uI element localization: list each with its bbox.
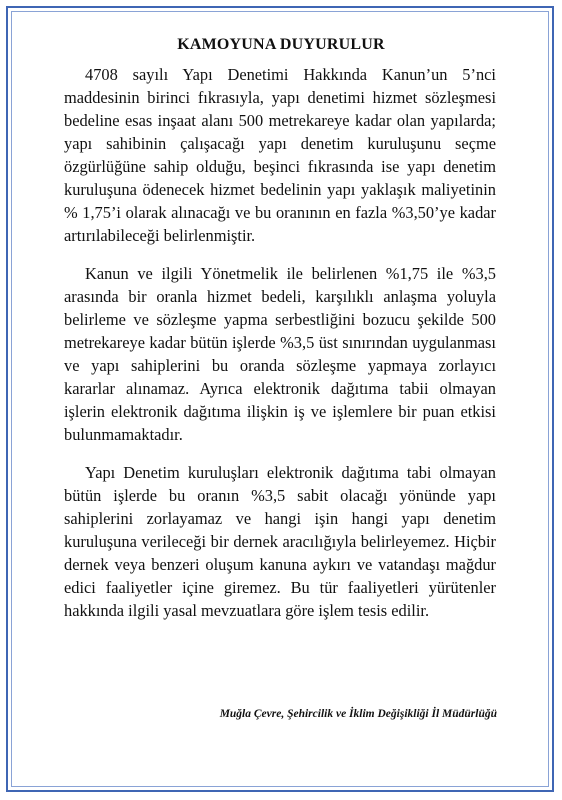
paragraph-2: Kanun ve ilgili Yönetmelik ile belirlenen %1,75 ile %3,5 arasında bir oranla hizmet bedeli, karşılıklı anlaşma yoluyla belirleme ve sözleşme yapma serbestliğini bozucu şekilde 500 metrekareye kadar bütün işlerde %3,5 üst sınırından uygulanması ve yapı sahiplerini bu oranda sözleşme yapmaya zorlayıcı kararlar alınamaz. Ayrıca elektronik dağıtıma tabii olmayan işlerin elektronik dağıtıma ilişkin iş ve işlemlere bir puan etkisi bulunmamaktadır.	[64, 264, 496, 444]
issuing-authority-signature: Muğla Çevre, Şehircilik ve İklim Değişikliği İl Müdürlüğü	[219, 708, 497, 720]
paragraph-1: 4708 sayılı Yapı Denetimi Hakkında Kanun’un 5’nci maddesinin birinci fıkrasıyla, yapı denetimi hizmet sözleşmesi bedeline esas inşaat alanı 500 metrekareye kadar olan yapılarda; yapı sahibinin çalışacağı yapı denetim kuruluşunu seçme özgürlüğüne sahip olduğu, beşinci fıkrasında ise yapı denetim kuruluşuna ödenecek hizmet bedelinin yapı yaklaşık maliyetinin % 1,75’i olarak alınacağı ve bu oranının en fazla %3,50’ye kadar artırılabileceği belirlenmiştir.	[64, 65, 496, 245]
announcement-title: KAMOYUNA DUYURULUR	[177, 36, 385, 53]
announcement-body	[64, 63, 496, 637]
paragraph-3: Yapı Denetim kuruluşları elektronik dağıtıma tabi olmayan bütün işlerde bu oranın %3,5 sabit olacağı yönünde yapı sahiplerini zorlayamaz ve hangi işin hangi yapı denetim kuruluşuna verileceği bir dernek aracılığıyla belirleyemez. Hiçbir dernek veya benzeri oluşum kanuna aykırı ve vatandaşı mağdur edici faaliyetler içine giremez. Bu tür faaliyetleri yürütenler hakkında ilgili yasal mevzuatlara göre işlem tesis edilir.	[64, 463, 496, 620]
